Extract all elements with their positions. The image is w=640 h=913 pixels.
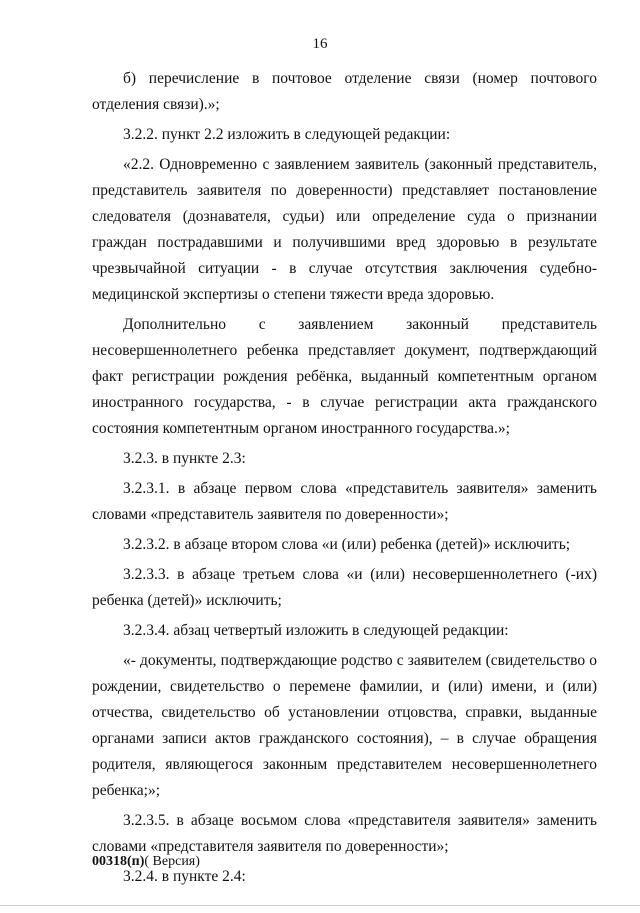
- bottom-divider: [0, 905, 640, 906]
- paragraph-b-postal-transfer: б) перечисление в почтовое отделение связи (номер почтового отделения связи).»;: [92, 70, 597, 113]
- paragraph-additional: Дополнительно с заявлением законный представитель несовершеннолетнего ребенка представляет документ, подтверждающий факт регистрации рождения ребёнка, выданный компетентным органом иностранного государства, - в случае регистрации акта гражданского состояния компетентным органом иностранного государства.»;: [92, 316, 597, 437]
- paragraph-3-2-3-3: 3.2.3.3. в абзаце третьем слова «и (или) несовершеннолетнего (-их) ребенка (детей)» исключить;: [92, 566, 597, 609]
- paragraph-documents-list: «- документы, подтверждающие родство с заявителем (свидетельство о рождении, свидетельство о перемене фамилии, и (или) имени, и (или) отчества, свидетельство об установлении отцовства, справки, выданные органами записи актов гражданского состояния), – в случае обращения родителя, являющегося законным представителем несовершеннолетнего ребенка;»;: [92, 652, 597, 799]
- paragraph-3-2-3-5: 3.2.3.5. в абзаце восьмом слова «представителя заявителя» заменить словами «представителя заявителя по доверенности»;: [92, 812, 597, 855]
- paragraph-3-2-3-2: 3.2.3.2. в абзаце втором слова «и (или) ребенка (детей)» исключить;: [123, 536, 571, 553]
- page-number: 16: [312, 36, 328, 52]
- document-code: 00318(п): [92, 854, 145, 869]
- paragraph-2-2-text: «2.2. Одновременно с заявлением заявитель (законный представитель, представитель заявителя по доверенности) представляет постановление следователя (дознавателя, судьи) или определение суда о признании граждан пострадавшими и получившими вред здоровью в результате чрезвычайной ситуации - в случае отсутствия заключения судебно-медицинской экспертизы о степени тяжести вреда здоровью.: [92, 156, 597, 303]
- document-body: [92, 66, 597, 890]
- paragraph-3-2-2: 3.2.2. пункт 2.2 изложить в следующей редакции:: [123, 126, 451, 143]
- paragraph-3-2-3-1: 3.2.3.1. в абзаце первом слова «представитель заявителя» заменить словами «представитель заявителя по доверенности»;: [92, 480, 597, 523]
- paragraph-3-2-4: 3.2.4. в пункте 2.4:: [123, 868, 246, 885]
- paragraph-3-2-3-4: 3.2.3.4. абзац четвертый изложить в следующей редакции:: [123, 622, 509, 639]
- paragraph-3-2-3: 3.2.3. в пункте 2.3:: [123, 450, 246, 467]
- document-version: ( Версия): [144, 854, 200, 869]
- document-footer: [92, 854, 200, 870]
